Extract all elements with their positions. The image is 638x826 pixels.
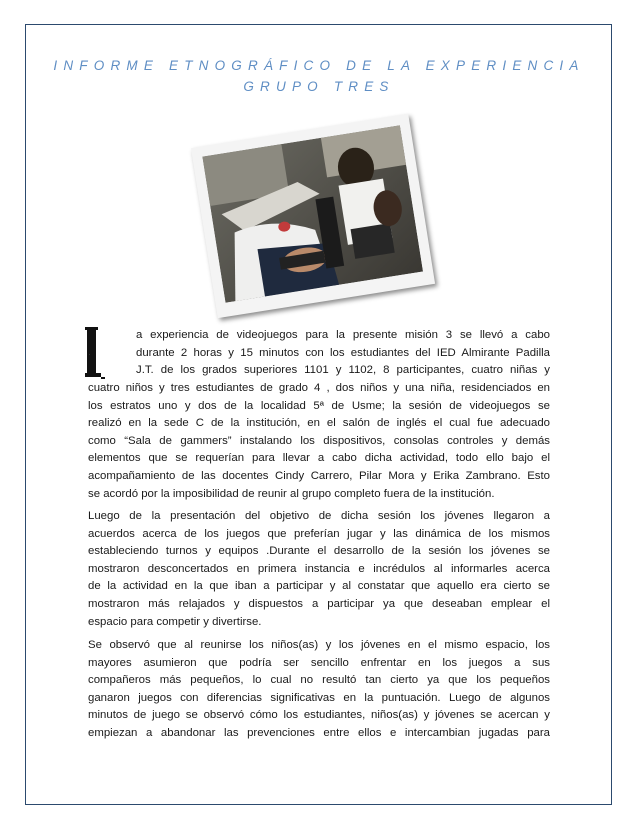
paragraph-2 [88,508,550,631]
paragraph-2-line: Luego de la presentación del objetivo de dicha sesión los jóvenes llegaron a [88,510,550,522]
paragraph-1-line: durante 2 horas y 15 minutos con los estudiantes del IED Almirante Padilla [136,346,550,359]
classroom-photo [191,114,435,318]
paragraph-1-line: como “Sala de gammers” instalando los dispositivos, consolas controles y demás [88,434,550,447]
paragraph-1-body [88,380,550,503]
photo-image [202,125,423,302]
paragraph-2-line: mostraron más relajados y dispuestos a participar ya que deseaban emplear el [88,597,550,610]
report-subtitle: GRUPO TRES [243,79,395,94]
paragraph-2-line: de la actividad en la que iban a participar y al constatar que aquello era cierto se [88,580,550,593]
paragraph-1-line: acompañamiento de las docentes Cindy Carrero, Pilar Mora y Erika Zambrano. Esto [88,469,550,482]
paragraph-2-line: espacio para competir y divertirse. [88,615,262,628]
paragraph-3-line: Se observó que al reunirse los niños(as) y los jóvenes en el mismo espacio, los [88,639,550,651]
paragraph-1-line: J.T. de los grados superiores 1101 y 1102, 8 participantes, cuatro niñas y [136,364,550,377]
paragraph-3 [88,637,550,743]
paragraph-1-line: cuatro niños y tres estudiantes de grado 4 , dos niños y una niña, residenciados en [88,382,550,394]
report-title: INFORME ETNOGRÁFICO DE LA EXPERIENCIA [53,58,585,73]
drop-cap-letter [85,325,115,383]
paragraph-1-line: a experiencia de videojuegos para la presente misión 3 se llevó a cabo [136,329,550,341]
paragraph-3-line: empiezan a abandonar las prevenciones entre ellos e intercambian jugadas para [88,726,550,739]
paragraph-3-line: compañeros más pequeños, lo cual no resultó tan cierto ya que los pequeños [88,674,550,687]
paragraph-3-line: mayores asumieron que podría ser sencillo enfrentar en los juegos a sus [88,656,550,669]
paragraph-1-line: se acordó por la imposibilidad de reunir al grupo completo fuera de la institución. [88,487,495,500]
paragraph-1-line: los estratos uno y dos de la localidad 5ª de Usme; la sesión de videojuegos se [88,399,550,412]
paragraph-2-line: acuerdos acerca de los juegos que preferían jugar y las dinámica de los mismos [88,527,550,540]
paragraph-2-line: estableciendo turnos y equipos .Durante el desarrollo de la sesión los jóvenes se [88,545,550,558]
paragraph-2-line: mostraron desconcertados en primera instancia e incrédulos al informarles acerca [88,562,550,575]
paragraph-1-line: elementos que se requerían para llevar a cabo dicha actividad, todo ello bajo el [88,452,550,465]
paragraph-1-line: realizó en la sede C de la institución, en el salón de inglés el cual fue adecuado [88,417,550,430]
paragraph-3-line: minutos de juego se observó cómo los estudiantes, niños(as) y jóvenes se acercan y [88,709,550,722]
paragraph-1-intro [136,327,550,380]
paragraph-3-line: ganaron juegos con diferencias significativas en la puntuación. Luego de algunos [88,691,550,704]
drop-cap-text: L [89,355,90,356]
